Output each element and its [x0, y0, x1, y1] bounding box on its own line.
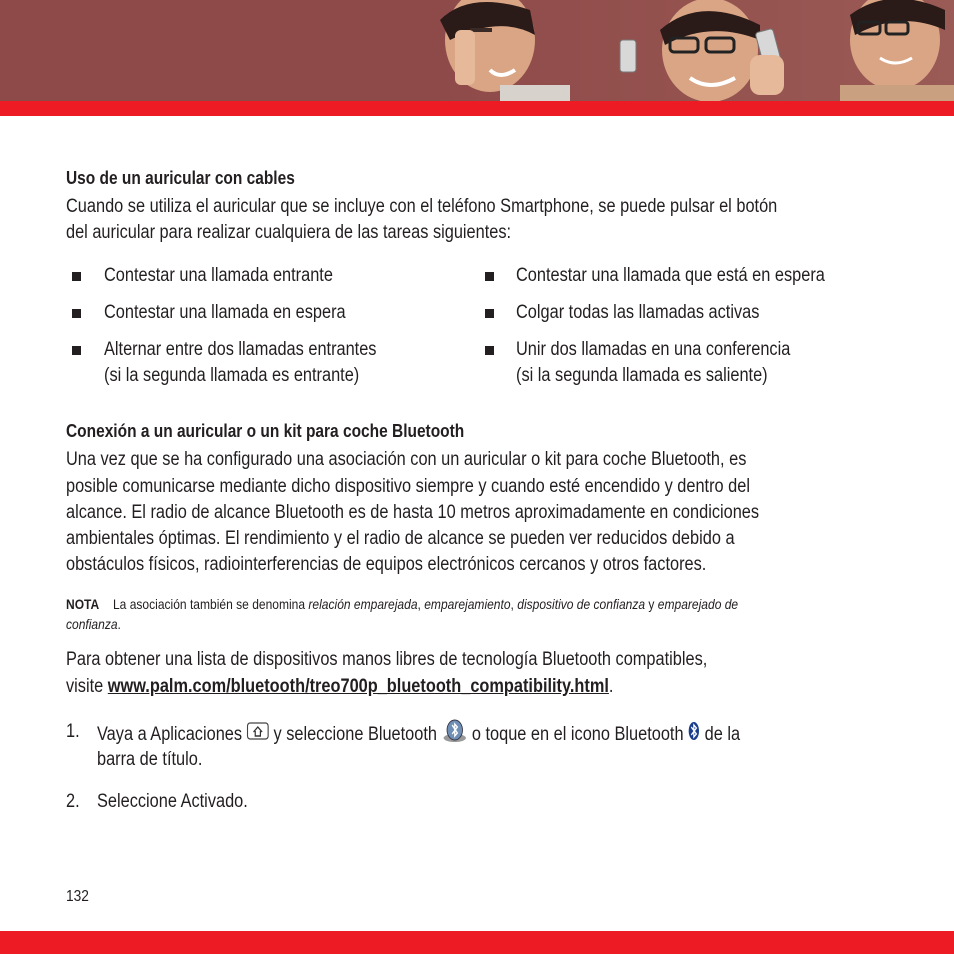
step-text-part: o toque en el icono Bluetooth — [467, 724, 689, 746]
paragraph-line: del auricular para realizar cualquiera de las tareas siguientes: — [66, 222, 512, 243]
visit-line — [66, 674, 613, 700]
page-number: 132 — [66, 888, 89, 905]
bullet-icon — [72, 272, 81, 281]
bluetooth-titlebar-icon — [688, 721, 700, 749]
list-item: Contestar una llamada entrante — [104, 265, 333, 286]
header-banner — [0, 0, 954, 101]
step-text-part: de la — [700, 724, 741, 746]
note-line — [66, 614, 121, 635]
note-separator: , — [417, 596, 425, 612]
paragraph-line: alcance. El radio de alcance Bluetooth es de hasta 10 metros aproximadamente en condiciones — [66, 502, 760, 523]
section-heading-bluetooth: Conexión a un auricular o un kit para coche Bluetooth — [66, 421, 465, 441]
note-text: La asociación también se denomina — [112, 596, 309, 612]
note-separator: , — [510, 596, 518, 612]
note-label: NOTA — [66, 596, 100, 612]
paragraph-line: Para obtener una lista de dispositivos manos libres de tecnología Bluetooth compatibles, — [66, 649, 708, 670]
bullet-icon — [72, 346, 81, 355]
paragraph-line: ambientales óptimas. El rendimiento y el radio de alcance se pueden ver reducidos debido a — [66, 528, 735, 549]
list-item-continuation: (si la segunda llamada es saliente) — [516, 365, 768, 386]
visit-prefix: visite — [66, 676, 108, 697]
home-applications-icon — [247, 721, 269, 749]
note-term: relación emparejada — [308, 596, 418, 612]
step-text-part: y seleccione Bluetooth — [268, 724, 442, 746]
top-red-bar — [0, 101, 954, 116]
bullet-icon — [72, 309, 81, 318]
list-item: Contestar una llamada en espera — [104, 302, 346, 323]
note-term: emparejado de — [657, 596, 739, 612]
list-item: Unir dos llamadas en una conferencia — [516, 339, 791, 360]
step-text-continuation: barra de título. — [97, 749, 203, 770]
step-number: 1. — [66, 721, 80, 742]
paragraph-line: posible comunicarse mediante dicho dispositivo siempre y cuando esté encendido y dentro del — [66, 476, 750, 497]
visit-suffix: . — [608, 676, 614, 697]
step-number: 2. — [66, 791, 80, 812]
section-heading-wired-headset: Uso de un auricular con cables — [66, 168, 295, 188]
paragraph-line: Una vez que se ha configurado una asociación con un auricular o kit para coche Bluetooth, es — [66, 449, 747, 470]
list-item: Colgar todas las llamadas activas — [516, 302, 760, 323]
note-separator: y — [645, 596, 658, 612]
note-term: emparejamiento — [424, 596, 511, 612]
note-term: confianza — [66, 616, 118, 632]
list-item: Alternar entre dos llamadas entrantes — [104, 339, 377, 360]
list-item-continuation: (si la segunda llamada es entrante) — [104, 365, 360, 386]
bottom-red-bar — [0, 931, 954, 954]
step-text-part: Vaya a Aplicaciones — [97, 724, 247, 746]
step-text: Seleccione Activado. — [97, 791, 248, 812]
bullet-icon — [485, 272, 494, 281]
note-period: . — [117, 616, 121, 632]
note-line — [66, 594, 738, 615]
header-photo — [0, 0, 954, 101]
compatibility-link[interactable]: www.palm.com/bluetooth/treo700p_bluetooth_compatibility.html — [107, 676, 609, 697]
bullet-icon — [485, 309, 494, 318]
note-term: dispositivo de confianza — [517, 596, 646, 612]
paragraph-line: obstáculos físicos, radiointerferencias de equipos electrónicos cercanos y otros factores. — [66, 554, 707, 575]
list-item: Contestar una llamada que está en espera — [516, 265, 825, 286]
bullet-icon — [485, 346, 494, 355]
bluetooth-app-icon — [442, 719, 468, 751]
paragraph-line: Cuando se utiliza el auricular que se incluye con el teléfono Smartphone, se puede pulsar el botón — [66, 196, 778, 217]
